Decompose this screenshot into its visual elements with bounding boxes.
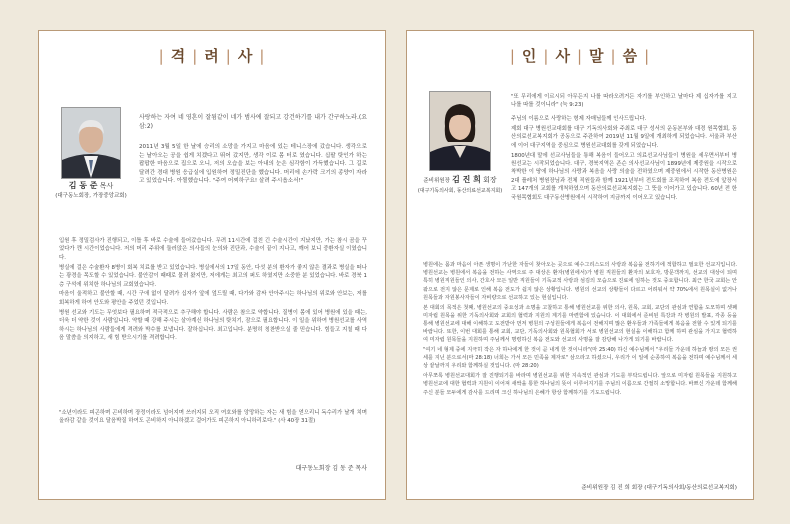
pastor-role: 목사 <box>99 182 114 190</box>
chairperson-name: 김 진 희 <box>452 175 481 184</box>
paragraph: 1800년대 말에 선교사님들을 통해 복음이 들어오고 의료선교사님들이 병원을 세우면서부터 병원선교는 시작되었습니다. 대구, 경북지역은 존슨 의사선교사님이 1899년에 제중원을 시작으로 착박한 이 땅에 하나님의 사랑과 복음을 사랑 의술을 전하였으며 제중원에서 시작한 동산병원은 2대 플레처 병원장님과 전체 직원들과 함께 1921년부터 전도회를 조직하여 복음 전도에 앞장서고 147개의 교회를 개척하였으며 동산의료선교복지회는 그 뜻을 이어가고 있습니다. 60년 전 한국원목협회도 대구동산병원에서 시작하여 지금까지 이어오고 있습니다. <box>511 152 737 201</box>
paragraph: 병실에 걸은 수술환자 8병이 회복 치료를 받고 있었습니다. 병실에서의 17일 동안, 다섯 분의 환자가 좋지 않은 결과로 병실을 떠나는 광경을 목도할 수 있었습니다. 불안감이 때때로 물려 왔지만, 저에게는 최고의 퍼도 하였지만 소중한 분 있었습니다. 바로 경북 1층 구석에 위치한 하나님의 교회였습니다. <box>59 264 367 288</box>
title-char: 사 <box>237 47 254 65</box>
paragraph: 아무쪼록 병원선교대회가 잘 진행되기를 바라며 병원선교를 위한 지속적인 관심과 기도를 부탁드립니다. 앞으로 미자립 원목들을 지원하고 병원선교에 대한 협력과 지원이 이어져 새싹을 통한 하나님의 뜻이 이루어지기를 주님의 이름으로 간절히 소망합니다. 바쁘신 가운데 함께해 주신 분들 모두에게 감사를 드리며 크신 하나님의 은혜가 항상 함께하기를 기도드립니다. <box>423 373 737 396</box>
chairperson-org: (대구기독의사회, 동산의료선교복지회) <box>417 188 503 194</box>
left-page <box>38 30 386 500</box>
paragraph: 병원에는 몸과 마음이 아픈 생명이 가난한 자들이 찾아오는 곳으로 예수그리스도의 사랑과 복음을 전하기에 적합하고 필요한 선교지입니다. 병원선교는 병원에서 복음을 전하는 사역으로 주 대상은 환자(병원에서)가 병원 직원들의 환자의 보호자, 방문객까지, 선교의 대상이 되며 특히 병원직원들인 의사, 간호사 모든 일반 직원들이 기독교적 사랑과 섬김의 모습으로 진료에 임하는 것도 중요합니다. 최근 한국 교회는 안팎으로 전지 않은 문제로 인해 복음 전도가 쉽지 않은 상황입니다. 병원의 선교의 상황들이 다르고 어려워서 약 70%에서 원목실이 없거나 원목들과 자원봉사자들이 자비량으로 선교하고 있는 현실입니다. <box>423 262 737 301</box>
paragraph: 2011년 3월 5일 한 날에 승리의 소망을 가지고 마음에 있는 테니스장에 갔습니다. 생각으로는 날아오는 공을 쉽게 치겠다고 뛰어 갔지만, 생각 이로 몸 터로 였습니다. 십팔 탓인가 하는 팝팝한 마음으로 집으로 오니, 저의 오습을 보는 아내의 눈은 심각함이 가득했습니다. 그 길로 달려간 경대 병원 응급실에 입원하여 정밀진단을 했습니다. 머리에 손가락 크기의 종양이 자라고 있었습니다. 아찔했습니다. "주여 어찌하구요! 살려 주시옵소서!" <box>139 144 367 185</box>
opening-verse: "또 무리에게 이르시되 아무든지 나를 따라오려거든 자기를 부인하고 날마다 제 십자가를 지고 나를 따를 것이니라" (눅 9:23) <box>511 94 737 109</box>
right-page <box>406 30 754 500</box>
pastor-photo <box>61 107 121 179</box>
chairperson-caption <box>417 175 503 196</box>
left-signature: 대구동노회장 김 동 준 목사 <box>295 465 367 472</box>
right-page-title: | 인 | 사 | 말 | 씀 | <box>509 47 651 65</box>
right-intro <box>511 115 737 204</box>
chairperson-photo <box>429 91 491 171</box>
pastor-org: (대구동노회장, 가장중앙교회) <box>55 193 127 199</box>
pastor-name: 김 동 준 <box>68 181 98 190</box>
closing-verse: "소년이라도 피곤하며 곤비하며 장정이라도 넘어지며 쓰러지되 오직 여호와를 앙망하는 자는 새 힘을 얻으리니 독수리가 날개 치며 올라감 같을 것이요 달음박질 하여도 곤비하지 아니하겠고 걸어가도 피곤하지 아니하리로다." (사 40장 31절) <box>59 410 367 425</box>
chairperson-prefix: 준비위원장 <box>423 178 450 184</box>
paragraph: "여기 네 형제 중에 지극히 작은 자 하나에게 한 것이 곧 내게 한 것이니라"(마 25:40) 하신 예수님께서 "우리들 가운데 하늘과 땅의 모든 권세를 지닌 분으로서(마 28:18) 너희는 가서 모든 민족을 제자로" 삼으라고 하셨으니, 우리가 이 일에 순종하여 복음을 전하며 예수님께서 세상 끝날까지 우리와 함께하실 것입니다. (마 28:20) <box>423 347 737 370</box>
title-char: 격 <box>170 47 187 65</box>
opening-quote: 사랑하는 자여 네 영혼이 잘됨같이 네가 범사에 잘되고 강건하기를 내가 간구하노라.(요삼:2) <box>139 114 367 130</box>
title-char: 사 <box>555 47 571 65</box>
left-body <box>59 237 367 344</box>
right-body <box>423 261 737 398</box>
title-char: 말 <box>589 47 605 65</box>
paragraph: 병원 선교와 기도는 무엇보다 필요하며 적극적으로 추구해야 합니다. 사람은 참으로 약합니다. 질병이 몸에 있어 병원에 있을 때는, 더욱 더 약한 것이 사람입니다. 약할 때 강해 주시는 살아계신 하나님의 탓치기, 잠으로 필요합니다. 이 일을 위하여 병원선교를 사역하시는 하나님의 사람들에게 격려와 박수를 보냅니다. 잘하십니다. 최고입니다. 분명히 칭찬받으실 줄 믿습니다. 힘들고 지칠 때 다음 말씀을 의지하고, 새 힘 받으시기를 격려합니다. <box>59 309 367 341</box>
paragraph: 본 대회의 목적은 첫째, 병원선교의 중요성과 소명을 고찰하고 통해 병원선교를 위한 의사, 원목, 교회, 교단의 관심과 연합을 도모하며 셋째 미자립 원목을 위한 기독의사회와 교회의 협력과 지원의 계기를 마련함에 있습니다. 이 대회에서 준비된 특강과 각 병원의 발표, 각종 등을 통해 병원선교에 대해 이해하고 도전받아 먼저 병원의 구성원들에게 복음이 전해지며 많은 환우들과 가족들에게 복음을 전할 수 있게 되기를 바랍니다. 또한, 이번 대회를 통해 교회, 교단, 기독의사회와 원목협회가 서로 병원선교의 현실을 이해하고 함께 하며 관심을 가지고 협력하여 미자립 원목들을 지원하며 주님께서 명령하신 복음 전도와 선교의 사명을 잘 감당해 나가게 되기를 바랍니다. <box>423 304 737 344</box>
paragraph: 마음이 울적하고 불안할 때, 시간 구애 없이 달려가 십자가 앞에 엎드릴 때, 다가와 감싸 안아주시는 하나님의 위로와 안보는, 저를 회복하게 하여 안도와 평안을 주었던 것입니다. <box>59 291 367 306</box>
title-char: 려 <box>204 47 220 65</box>
pastor-caption <box>53 181 129 201</box>
left-page-title: | 격 | 려 | 사 | <box>158 47 266 65</box>
title-char: 인 <box>521 47 538 65</box>
chairperson-role: 회장 <box>483 176 497 184</box>
paragraph: 주님의 이름으로 사랑하는 형제 자매님들께 인사드립니다. <box>511 116 647 122</box>
right-signature: 준비위원장 김 진 희 회장 (대구기독의사회/동산의료선교복지회) <box>581 485 737 491</box>
paragraph: 제회 대구 병원선교대회를 대구 기독의사회와 주최로 대구 성서의 운동본부와 대경 원목협회, 동산의료선교복지회가 공동으로 주관하여 2019년 11월 9일에 개최하게 되었습니다. 서울과 부산에 이어 대구지역을 중심으로 병원선교대회를 갖게 되었습니다. <box>511 125 737 149</box>
paragraph: 입원 후 정밀검사가 진행되고, 이틀 후 바로 수술에 들어갔습니다. 무려 11시간에 걸친 긴 수술시간이 지났지만, 가는 참시 곰을 꾸었다가 깬 시간이었습니다. 저의 머리 주위에 둘러앉은 의사들의 눈의와 진단과, 수술이 끝이 지나고, 깨어 보니 중환자실 이였습니다. <box>59 238 367 261</box>
title-char: 씀 <box>622 47 639 65</box>
